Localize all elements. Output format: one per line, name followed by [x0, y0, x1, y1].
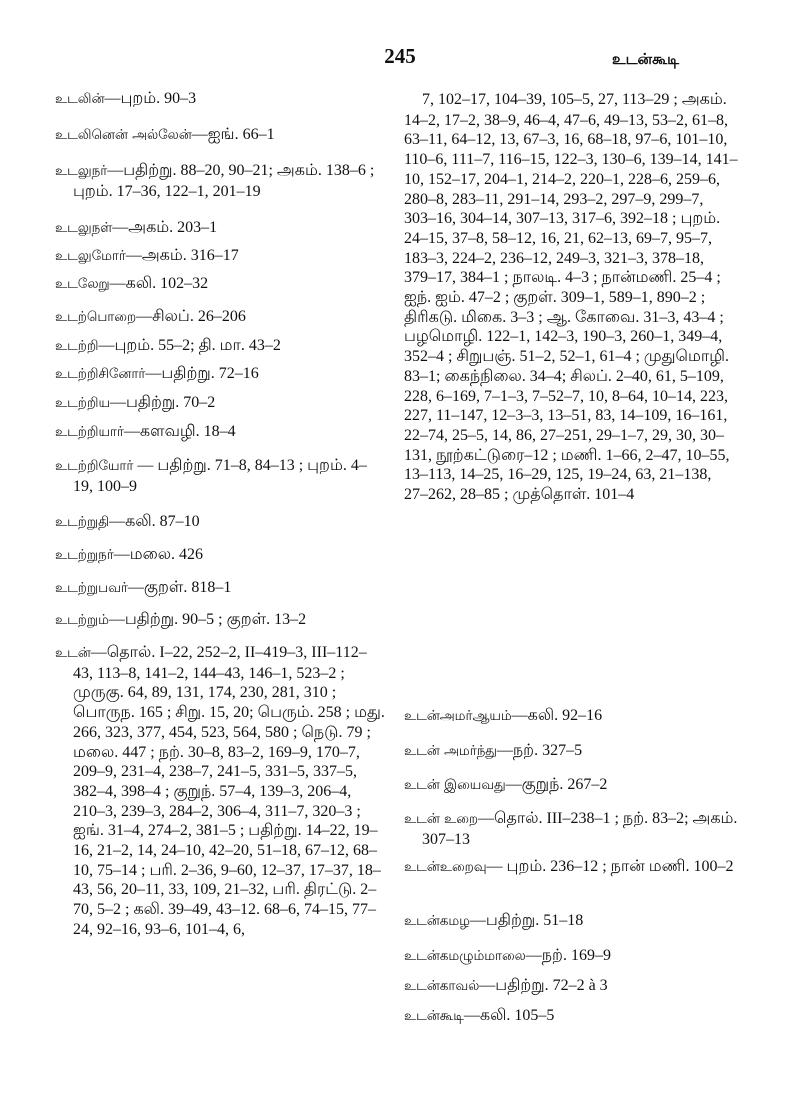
entry-headword: உடன்கமழ: [404, 914, 470, 929]
entry-headword: உடலுநர்: [55, 164, 108, 179]
entry-headword: உடன்கூடி: [404, 1009, 464, 1024]
entry-headword: உடற்றும்: [55, 613, 109, 628]
index-entry: [55, 422, 385, 443]
entry-references: —பதிற்று. 51–18: [469, 912, 584, 929]
entry-headword: உடலின்: [55, 92, 105, 107]
entry-headword: உடன்: [55, 646, 91, 661]
entry-headword: உடற்றிசினோர்: [55, 367, 146, 382]
entry-references: — பதிற்று. 71–8, 84–13 ; புறம். 4–19, 100–9: [73, 457, 367, 495]
index-entry: [404, 946, 738, 967]
entry-references: —தொல். I–22, 252–2, II–419–3, III–112–43, 113–8, 141–2, 144–43, 146–1, 523–2 ; முருகு. 64, 89, 131, 174, 230, 281, 310 ; பொருந. 165 ; சிறு. 15, 20; பெரும். 258 ; மது. 266, 323, 377, 454, 523, 564, 580 ; நெடு. 79 ; மலை. 447 ; நற். 30–8, 83–2, 169–9, 170–7, 209–9, 231–4, 238–7, 241–5, 331–5, 337–5, 382–4, 398–4 ; குறுந். 57–4, 139–3, 206–4, 210–3, 239–3, 284–2, 306–4, 311–7, 320–3 ; ஐங். 31–4, 274–2, 381–5 ; பதிற்று. 14–22, 19–16, 21–2, 14, 24–10, 42–20, 51–18, 67–12, 68–10, 75–14 ; பரி. 2–36, 9–60, 12–37, 17–37, 18–43, 56, 20–11, 33, 109, 21–32, பரி. திரட்டு. 2–70, 5–2 ; கலி. 39–49, 43–12. 68–6, 74–15, 77–24, 92–16, 93–6, 101–4, 6,: [73, 644, 385, 938]
entry-references: —நற். 327–5: [496, 742, 583, 759]
index-entry: [55, 161, 385, 201]
entry-references: —ஐங். 66–1: [191, 126, 275, 143]
index-entry: [55, 456, 385, 496]
index-entry: [55, 578, 385, 599]
entry-references: 7, 102–17, 104–39, 105–5, 27, 113–29 ; அகம். 14–2, 17–2, 38–9, 46–4, 47–6, 49–13, 53–2, 61–8, 63–11, 64–12, 13, 67–3, 16, 68–18, 97–6, 101–10, 110–6, 111–7, 116–15, 122–3, 130–6, 139–14, 141–10, 152–17, 204–1, 214–2, 220–1, 228–6, 259–6, 280–8, 283–11, 291–14, 293–2, 297–9, 299–7, 303–16, 304–14, 307–13, 317–6, 392–18 ; புறம். 24–15, 37–8, 58–12, 16, 21, 62–13, 69–7, 95–7, 183–3, 224–2, 236–12, 249–3, 321–3, 378–18, 379–17, 384–1 ; நாலடி. 4–3 ; நான்மணி. 25–4 ; ஐந். ஐம். 47–2 ; குறள். 309–1, 589–1, 890–2 ; திரிகடு. மிகை. 3–3 ; ஆ. கோவை. 31–3, 43–4 ; பழமொழி. 122–1, 142–3, 190–3, 260–1, 349–4, 352–4 ; சிறுபஞ். 51–2, 52–1, 61–4 ; முதுமொழி. 83–1; கைந்நிலை. 34–4; சிலப். 2–40, 61, 5–109, 228, 6–169, 7–1–3, 7–52–7, 10, 8–64, 10–14, 223, 227, 11–147, 12–3–3, 13–51, 83, 14–109, 16–161, 22–74, 25–5, 14, 86, 27–251, 29–1–7, 29, 30, 30–131, நூற்கட்டுரை–12 ; மணி. 1–66, 2–47, 10–55, 13–113, 14–25, 16–29, 125, 19–24, 63, 21–138, 27–262, 28–85 ; முத்தொள். 101–4: [404, 91, 738, 504]
entry-headword: உடன்காவல்: [404, 979, 480, 994]
index-entry: [404, 857, 738, 878]
index-entry: [55, 364, 385, 385]
running-head: உடன்கூடி: [612, 50, 680, 68]
index-entry: [55, 218, 385, 239]
entry-references: —சிலப். 26–206: [136, 308, 246, 325]
entry-headword: உடன் அமர்ந்து: [404, 744, 497, 759]
entry-references: —புறம். 55–2; தி. மா. 43–2: [98, 337, 281, 354]
page-number: 245: [384, 44, 416, 68]
index-entry: [404, 775, 738, 796]
entry-headword: உடற்பொறை: [55, 310, 137, 325]
entry-references: —அகம். 316–17: [125, 247, 239, 264]
index-entry: [404, 809, 738, 849]
entry-headword: உடன்அமர்ஆயம்: [404, 709, 512, 724]
index-entry: [55, 512, 385, 533]
entry-headword: உடலேறு: [55, 277, 110, 292]
entry-references: —பதிற்று. 88–20, 90–21; அகம். 138–6 ; புறம். 17–36, 122–1, 201–19: [73, 162, 375, 200]
index-entry: [55, 125, 385, 146]
entry-references: —மலை. 426: [113, 546, 203, 563]
entry-references: —பதிற்று. 72–16: [145, 365, 259, 382]
entry-references: —கலி. 102–32: [109, 275, 209, 292]
entry-references: —கலி. 92–16: [511, 707, 603, 724]
entry-references: —பதிற்று. 70–2: [109, 394, 216, 411]
entry-references: —கலி. 87–10: [109, 513, 200, 530]
entry-references: —புறம். 90–3: [104, 90, 197, 107]
index-entry: [55, 307, 385, 328]
entry-references: —களவழி. 18–4: [123, 423, 236, 440]
entry-headword: உடலுநள்: [55, 221, 113, 236]
entry-headword: உடன்உறைவு: [404, 860, 487, 875]
index-entry-continued: [404, 90, 738, 505]
index-entry: [404, 706, 738, 727]
index-entry: [404, 976, 738, 997]
index-entry: [404, 741, 738, 762]
index-entry: [55, 89, 385, 110]
entry-references: —குறள். 818–1: [127, 579, 232, 596]
index-entry: [55, 336, 385, 357]
entry-headword: உடற்றியார்: [55, 425, 124, 440]
entry-headword: உடன்கமழும்மாலை: [404, 949, 526, 964]
index-entry: [404, 911, 738, 932]
entry-headword: உடன் இயைவது: [404, 778, 506, 793]
entry-headword: உடலினென் அல்லேன்: [55, 128, 192, 143]
entry-references: —கலி. 105–5: [463, 1007, 555, 1024]
entry-headword: உடற்றுபவர்: [55, 581, 128, 596]
entry-references: —அகம். 203–1: [112, 219, 218, 236]
entry-headword: உடற்றுநர்: [55, 548, 114, 563]
index-entry: [55, 643, 385, 940]
index-entry: [55, 274, 385, 295]
entry-headword: உடற்றுதி: [55, 515, 110, 530]
entry-headword: உடற்றிய: [55, 396, 110, 411]
entry-headword: உடற்றி: [55, 339, 99, 354]
index-entry: [55, 393, 385, 414]
entry-headword: உடலுமோர்: [55, 249, 126, 264]
entry-headword: உடன் உறை: [404, 812, 478, 827]
entry-references: —நற். 169–9: [525, 947, 611, 964]
index-entry: [55, 610, 385, 631]
index-entry: [404, 1006, 738, 1027]
index-entry: [55, 545, 385, 566]
entry-references: — புறம். 236–12 ; நான் மணி. 100–2: [486, 858, 734, 875]
index-entry: [55, 246, 385, 267]
entry-references: —பதிற்று. 90–5 ; குறள். 13–2: [108, 611, 307, 628]
entry-references: —குறுந். 267–2: [505, 776, 608, 793]
entry-references: —பதிற்று. 72–2 à 3: [479, 977, 608, 994]
entry-headword: உடற்றியோர்: [55, 459, 134, 474]
entry-references: —தொல். III–238–1 ; நற். 83–2; அகம். 307–13: [422, 810, 738, 848]
